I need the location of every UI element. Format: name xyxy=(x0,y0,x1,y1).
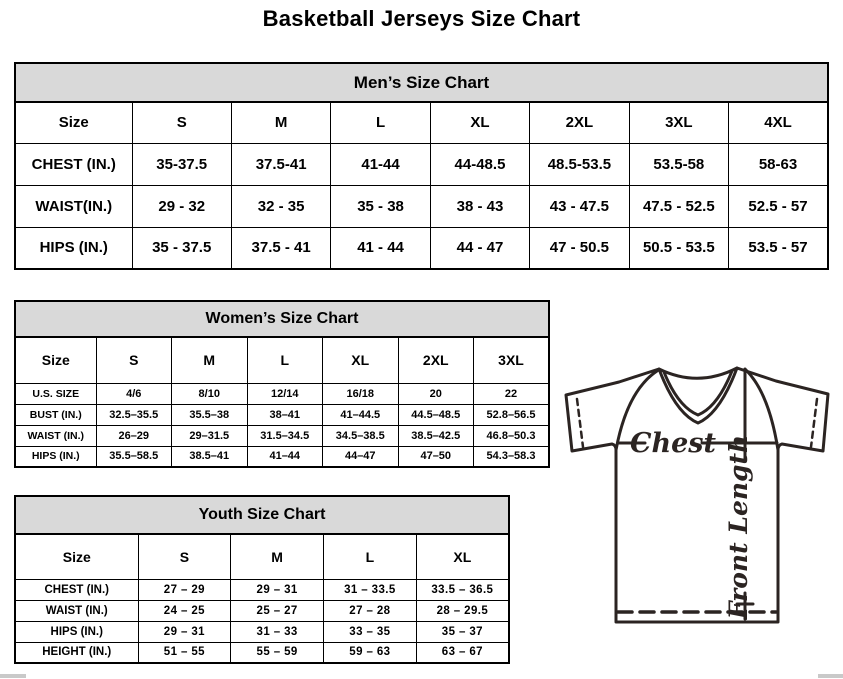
table-cell: 35-37.5 xyxy=(132,143,231,185)
jersey-outline xyxy=(566,368,828,622)
column-header: 4XL xyxy=(729,102,828,143)
youth-table-title: Youth Size Chart xyxy=(15,496,509,534)
column-header: S xyxy=(96,337,172,383)
left-cuff-dashed-line xyxy=(577,399,583,447)
table-cell: 16/18 xyxy=(323,383,399,404)
row-label: WAIST(IN.) xyxy=(15,185,132,227)
table-cell: 47.5 - 52.5 xyxy=(629,185,728,227)
table-row xyxy=(15,600,509,621)
table-cell: 37.5 - 41 xyxy=(231,227,330,269)
table-cell: 51 – 55 xyxy=(138,642,231,663)
table-cell: 33.5 – 36.5 xyxy=(416,579,509,600)
table-cell: 27 – 29 xyxy=(138,579,231,600)
table-cell: 38 - 43 xyxy=(430,185,529,227)
table-cell: 34.5–38.5 xyxy=(323,425,399,446)
column-header: L xyxy=(324,534,417,579)
table-cell: 31 – 33 xyxy=(231,621,324,642)
table-cell: 29 – 31 xyxy=(231,579,324,600)
table-cell: 41 - 44 xyxy=(331,227,430,269)
table-cell: 29 – 31 xyxy=(138,621,231,642)
table-cell: 20 xyxy=(398,383,474,404)
table-row xyxy=(15,534,509,579)
row-label: CHEST (IN.) xyxy=(15,143,132,185)
table-cell: 32 - 35 xyxy=(231,185,330,227)
table-cell: 54.3–58.3 xyxy=(474,446,550,467)
row-label: WAIST (IN.) xyxy=(15,425,96,446)
mens-size-chart-table xyxy=(14,62,829,270)
table-cell: 41–44.5 xyxy=(323,404,399,425)
row-label: HIPS (IN.) xyxy=(15,446,96,467)
table-cell: 63 – 67 xyxy=(416,642,509,663)
table-row xyxy=(15,621,509,642)
column-header: M xyxy=(172,337,248,383)
table-cell: 12/14 xyxy=(247,383,323,404)
youth-size-chart-table xyxy=(14,495,510,664)
table-cell: 53.5 - 57 xyxy=(729,227,828,269)
column-header: 3XL xyxy=(629,102,728,143)
table-cell: 35 - 38 xyxy=(331,185,430,227)
table-cell: 44.5–48.5 xyxy=(398,404,474,425)
table-cell: 22 xyxy=(474,383,550,404)
table-row xyxy=(15,579,509,600)
table-cell: 35 - 37.5 xyxy=(132,227,231,269)
table-cell: 47–50 xyxy=(398,446,474,467)
table-cell: 29 - 32 xyxy=(132,185,231,227)
table-cell: 31 – 33.5 xyxy=(324,579,417,600)
scrollbar-fragment-right xyxy=(818,674,843,678)
table-cell: 52.8–56.5 xyxy=(474,404,550,425)
table-cell: 43 - 47.5 xyxy=(530,185,629,227)
column-header: S xyxy=(132,102,231,143)
table-cell: 28 – 29.5 xyxy=(416,600,509,621)
table-cell: 37.5-41 xyxy=(231,143,330,185)
table-cell: 26–29 xyxy=(96,425,172,446)
table-row xyxy=(15,404,549,425)
table-row xyxy=(15,337,549,383)
table-cell: 4/6 xyxy=(96,383,172,404)
column-header: XL xyxy=(323,337,399,383)
table-cell: 53.5-58 xyxy=(629,143,728,185)
table-cell: 41–44 xyxy=(247,446,323,467)
table-cell: 50.5 - 53.5 xyxy=(629,227,728,269)
table-row xyxy=(15,446,549,467)
jersey-measurement-diagram xyxy=(555,355,843,645)
table-cell: 55 – 59 xyxy=(231,642,324,663)
mens-table-title: Men’s Size Chart xyxy=(15,63,828,102)
column-header: L xyxy=(247,337,323,383)
table-cell: 44–47 xyxy=(323,446,399,467)
table-cell: 44-48.5 xyxy=(430,143,529,185)
column-header: 2XL xyxy=(398,337,474,383)
row-label: CHEST (IN.) xyxy=(15,579,138,600)
table-cell: 46.8–50.3 xyxy=(474,425,550,446)
column-header: 3XL xyxy=(474,337,550,383)
table-cell: 29–31.5 xyxy=(172,425,248,446)
table-cell: 38–41 xyxy=(247,404,323,425)
column-header: 2XL xyxy=(530,102,629,143)
table-cell: 35.5–38 xyxy=(172,404,248,425)
table-row xyxy=(15,383,549,404)
column-header: Size xyxy=(15,534,138,579)
table-row xyxy=(15,227,828,269)
column-header: L xyxy=(331,102,430,143)
column-header: XL xyxy=(416,534,509,579)
table-row xyxy=(15,143,828,185)
table-cell: 41-44 xyxy=(331,143,430,185)
table-cell: 44 - 47 xyxy=(430,227,529,269)
womens-size-chart-table xyxy=(14,300,550,468)
column-header: S xyxy=(138,534,231,579)
column-header: Size xyxy=(15,102,132,143)
row-label: WAIST (IN.) xyxy=(15,600,138,621)
column-header: XL xyxy=(430,102,529,143)
table-cell: 24 – 25 xyxy=(138,600,231,621)
table-row xyxy=(15,425,549,446)
row-label: HEIGHT (IN.) xyxy=(15,642,138,663)
page-title: Basketball Jerseys Size Chart xyxy=(262,6,581,31)
scrollbar-fragment-left xyxy=(0,674,26,678)
table-cell: 47 - 50.5 xyxy=(530,227,629,269)
table-row xyxy=(15,102,828,143)
table-cell: 27 – 28 xyxy=(324,600,417,621)
table-row xyxy=(15,301,549,337)
table-cell: 38.5–41 xyxy=(172,446,248,467)
table-cell: 38.5–42.5 xyxy=(398,425,474,446)
table-cell: 59 – 63 xyxy=(324,642,417,663)
row-label: BUST (IN.) xyxy=(15,404,96,425)
table-cell: 31.5–34.5 xyxy=(247,425,323,446)
row-label: HIPS (IN.) xyxy=(15,621,138,642)
table-row xyxy=(15,496,509,534)
womens-table-title: Women’s Size Chart xyxy=(15,301,549,337)
table-row xyxy=(15,185,828,227)
table-cell: 48.5-53.5 xyxy=(530,143,629,185)
table-cell: 25 – 27 xyxy=(231,600,324,621)
table-row xyxy=(15,642,509,663)
table-cell: 33 – 35 xyxy=(324,621,417,642)
row-label: U.S. SIZE xyxy=(15,383,96,404)
table-cell: 32.5–35.5 xyxy=(96,404,172,425)
row-label: HIPS (IN.) xyxy=(15,227,132,269)
table-cell: 35.5–58.5 xyxy=(96,446,172,467)
table-cell: 35 – 37 xyxy=(416,621,509,642)
table-cell: 58-63 xyxy=(729,143,828,185)
right-cuff-dashed-line xyxy=(811,399,817,447)
table-cell: 8/10 xyxy=(172,383,248,404)
table-cell: 52.5 - 57 xyxy=(729,185,828,227)
column-header: Size xyxy=(15,337,96,383)
chest-label: Chest xyxy=(630,428,716,459)
column-header: M xyxy=(231,102,330,143)
column-header: M xyxy=(231,534,324,579)
table-row xyxy=(15,63,828,102)
front-length-label: Front Length xyxy=(724,434,753,620)
